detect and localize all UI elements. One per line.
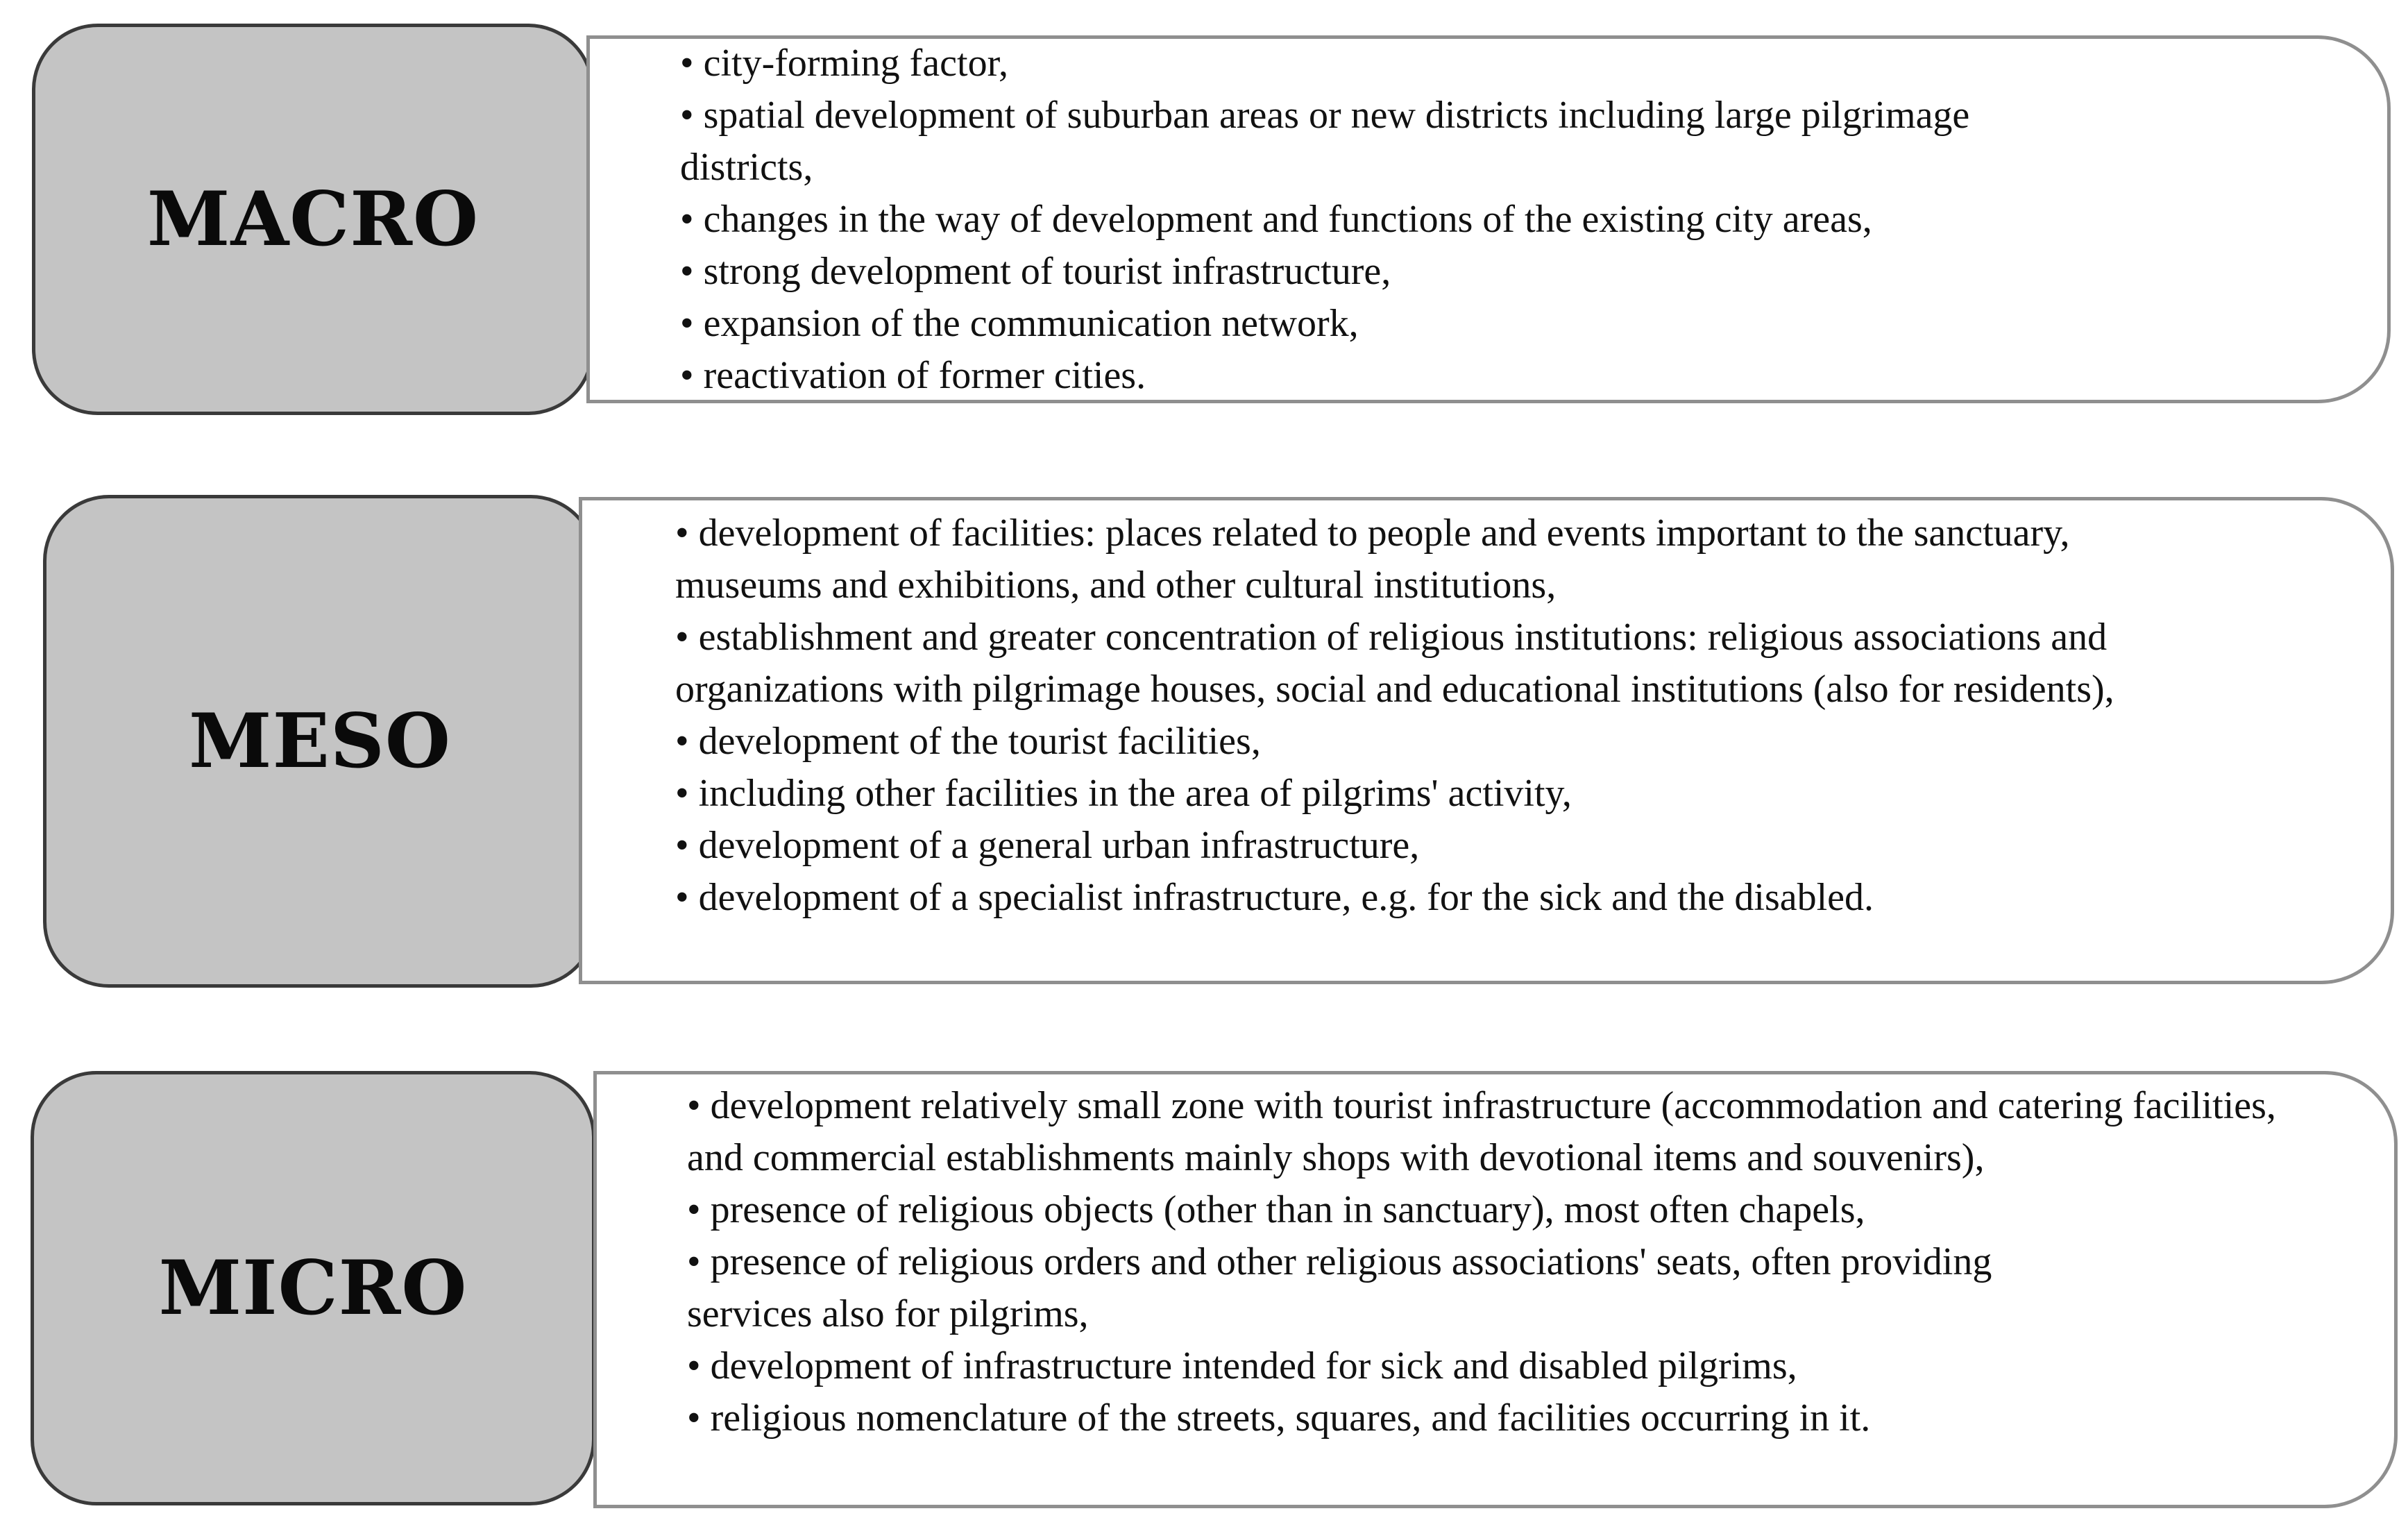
meso-item-text: development of the tourist facilities, [698, 720, 1261, 763]
bullet-icon: • [675, 512, 689, 555]
bullet-icon: • [687, 1240, 701, 1283]
micro-item-text: development of infrastructure intended for sick and disabled pilgrims, [710, 1344, 1797, 1387]
bullet-icon: • [680, 42, 694, 85]
meso-item-text: including other facilities in the area of pilgrims' activity, [698, 772, 1572, 815]
micro-label-box [31, 1071, 595, 1505]
macro-label: MACRO [146, 176, 480, 263]
micro-item-5 [687, 1392, 2373, 1444]
bullet-icon: • [675, 616, 689, 659]
bullet-icon: • [675, 720, 689, 763]
micro-item-2 [687, 1184, 2373, 1236]
bullet-icon: • [675, 824, 689, 867]
macro-item-text: reactivation of former cities. [703, 354, 1146, 397]
bullet-icon: • [687, 1188, 701, 1231]
bullet-icon: • [680, 250, 694, 293]
bullet-icon: • [680, 354, 694, 397]
meso-item-text: development of a specialist infrastructure, e.g. for the sick and the disabled. [698, 876, 1874, 919]
micro-item-text: presence of religious objects (other than in sanctuary), most often chapels, [710, 1188, 1865, 1231]
bullet-icon: • [675, 876, 689, 919]
micro-label: MICRO [158, 1244, 468, 1332]
macro-item-text: city-forming factor, [703, 42, 1008, 85]
bullet-icon: • [680, 94, 694, 137]
bullet-icon: • [687, 1084, 701, 1127]
meso-item-text: establishment and greater concentration of religious institutions: religious associations and organizations with pilgrimage houses, social and educational institutions (also for residents), [675, 616, 2114, 711]
meso-label: MESO [189, 698, 451, 785]
bullet-icon: • [687, 1396, 701, 1440]
micro-item-text: presence of religious orders and other religious associations' seats, often providing services also for pilgrims, [687, 1240, 1992, 1335]
bullet-icon: • [687, 1344, 701, 1387]
micro-item-text: religious nomenclature of the streets, squares, and facilities occurring in it. [710, 1396, 1871, 1440]
micro-item-3 [687, 1236, 2110, 1340]
micro-item-4 [687, 1340, 2373, 1392]
bullet-icon: • [680, 198, 694, 241]
bullet-icon: • [675, 772, 689, 815]
bullet-icon: • [680, 302, 694, 345]
micro-bullet-list [687, 1080, 2373, 1444]
macro-item-text: spatial development of suburban areas or new districts including large pilgrimage districts, [680, 94, 1970, 189]
micro-item-text: development relatively small zone with tourist infrastructure (accommodation and catering facilities, and commercial establishments mainly shops with devotional items and souvenirs), [687, 1084, 2276, 1179]
meso-item-text: development of a general urban infrastructure, [698, 824, 1420, 867]
macro-item-text: expansion of the communication network, [703, 302, 1359, 345]
meso-item-text: development of facilities: places related to people and events important to the sanctuary, museums and exhibitions, and other cultural institutions, [675, 512, 2070, 607]
macro-item-text: strong development of tourist infrastructure, [703, 250, 1391, 293]
macro-item-text: changes in the way of development and functions of the existing city areas, [703, 198, 1872, 241]
micro-item-1 [687, 1080, 2283, 1184]
